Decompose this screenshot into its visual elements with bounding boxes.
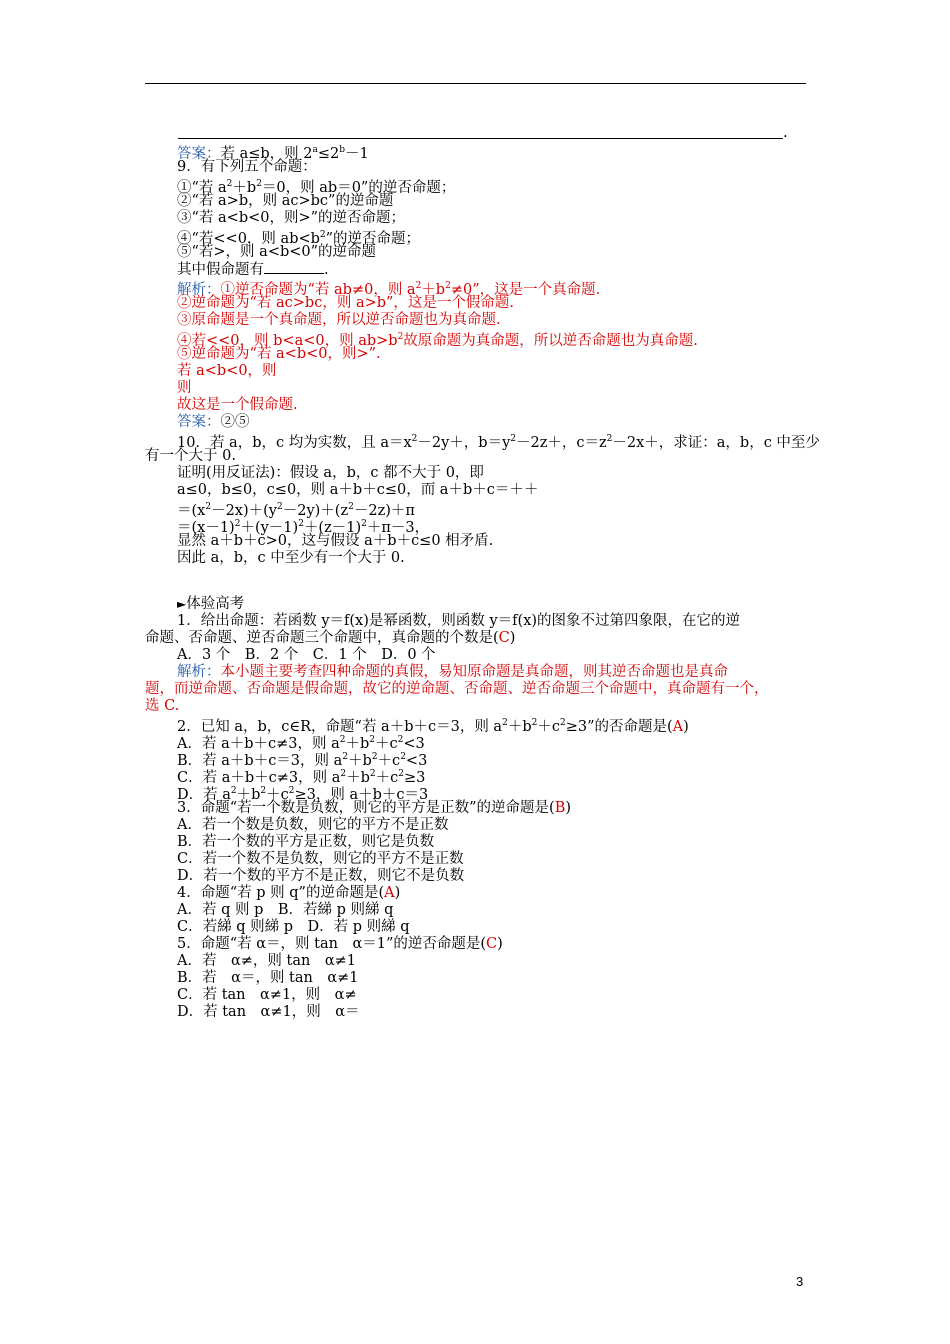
text-line <box>177 550 405 567</box>
text-segment: 体验高考 <box>186 596 245 612</box>
text-segment: 证明(用反证法)：假设 a，b，c 都不大于 0，即 <box>177 465 484 481</box>
text-segment: ①逆否命题为“若 ab≠0，则 a <box>220 281 416 298</box>
text-segment: 2 <box>400 752 406 762</box>
text-segment: ⑤“若>，则 a<b<0”的逆命题 <box>177 244 377 260</box>
text-segment: ≥3，则 a＋b＋c＝3 <box>294 786 429 803</box>
text-segment: C <box>498 630 510 646</box>
text-segment: 答案： <box>177 145 221 162</box>
text-segment: ≥3 <box>404 769 426 786</box>
text-segment: 3．命题“若一个数是负数，则它的平方是正数”的逆命题是( <box>177 800 555 816</box>
text-segment: ＝(x－1) <box>177 519 235 536</box>
text-segment: ②逆命题为“若 ac>bc，则 a>b”，这是一个假命题. <box>177 295 515 311</box>
text-segment: 10．若 a，b，c 均为实数，且 a＝x <box>177 434 412 451</box>
text-segment: 2．已知 a，b，c∈R，命题“若 a＋b＋c＝3，则 a <box>177 718 503 735</box>
text-segment: 题，而逆命题、否命题是假命题，故它的逆命题、否命题、逆否命题三个命题中，真命题有一个， <box>145 681 769 697</box>
text-line <box>177 868 464 885</box>
text-segment: C．若 a＋b＋c≠3，则 a <box>177 769 341 786</box>
text-segment: 2 <box>415 281 422 291</box>
text-segment: 2 <box>502 718 508 728</box>
text-line <box>177 244 376 261</box>
text-segment: ④“若<<0，则 ab<b <box>177 230 320 247</box>
text-line <box>177 261 329 279</box>
text-segment: ③“若 a<b<0，则>”的逆否命题； <box>177 210 406 226</box>
text-segment: 2 <box>342 752 349 762</box>
text-segment: ＋b <box>236 786 261 803</box>
text-segment: 解析： <box>177 281 221 298</box>
text-segment: 2 <box>298 519 304 529</box>
text-segment: 2 <box>277 502 283 512</box>
text-line <box>177 596 244 613</box>
text-segment: －2y)＋(z <box>282 502 349 519</box>
text-segment: ＋b <box>346 769 370 786</box>
text-segment: 2 <box>348 502 354 512</box>
text-segment: ≤2 <box>317 145 340 162</box>
text-segment: 2 <box>411 434 418 444</box>
text-segment: ) <box>565 800 572 816</box>
text-segment: <3 <box>403 735 425 752</box>
text-line <box>177 363 277 380</box>
text-segment: 2 <box>559 718 566 728</box>
text-segment: ＋c <box>537 718 560 735</box>
text-segment: ) <box>497 936 503 952</box>
text-segment: 其中假命题有 <box>177 262 264 278</box>
text-segment: ＋b <box>232 179 257 196</box>
text-segment: ＝(x <box>177 502 206 519</box>
text-line <box>145 448 236 465</box>
text-segment: 4．命题“若 p 则 q”的逆命题是( <box>177 885 385 901</box>
text-segment: －2x)＋(y <box>211 502 277 519</box>
text-line <box>145 630 515 647</box>
text-segment: 2 <box>369 735 376 745</box>
text-segment: 2 <box>510 434 517 444</box>
text-line <box>177 970 359 987</box>
text-segment: ＋b <box>345 735 370 752</box>
text-segment: D．若 tan α≠1，则 α＝ <box>177 1004 360 1020</box>
text-segment: <3 <box>405 752 428 769</box>
text-segment: ＋b <box>348 752 372 769</box>
text-segment: 2 <box>205 502 212 512</box>
text-line <box>177 885 400 902</box>
text-segment: －2z)＋π <box>353 502 415 519</box>
text-segment: 2 <box>397 735 404 745</box>
text-line <box>177 533 493 550</box>
text-line <box>177 1004 360 1021</box>
text-segment: A．若 a＋b＋c≠3，则 a <box>177 735 340 752</box>
text-segment: 2 <box>288 786 295 796</box>
text-segment: ≠0”，这是一个真命题. <box>450 281 601 298</box>
text-line <box>177 834 434 851</box>
text-segment: C．若綈 q 则綈 p D．若 p 则綈 q <box>177 919 410 935</box>
text-segment: 2 <box>256 179 262 189</box>
text-line <box>177 346 381 363</box>
text-line <box>177 414 250 431</box>
text-segment: 有一个大于 0. <box>145 448 236 464</box>
text-segment: 2 <box>230 786 237 796</box>
text-segment: －2x＋，求证：a，b，c 中至少 <box>612 434 820 451</box>
text-segment: 2 <box>260 786 267 796</box>
text-segment: 1．给出命题：若函数 y＝f(x)是幂函数，则函数 y＝f(x)的图象不过第四象限，在它的逆 <box>177 613 741 629</box>
text-line <box>177 851 464 868</box>
text-segment: ＋c <box>375 769 399 786</box>
text-line <box>145 681 769 698</box>
text-line <box>177 465 484 482</box>
text-segment: 2 <box>339 735 346 745</box>
text-segment: ＝0，则 ab＝0”的逆否命题； <box>261 179 456 196</box>
text-segment: a <box>312 145 318 155</box>
text-segment: D．若 a <box>177 786 231 803</box>
answer-end-dot: . <box>783 123 788 141</box>
header-rule <box>145 83 806 84</box>
text-segment: ③原命题是一个真命题，所以逆否命题也为真命题. <box>177 312 501 328</box>
text-segment: 2 <box>398 769 405 779</box>
page-number: 3 <box>796 1274 804 1289</box>
text-segment: ) <box>394 885 401 901</box>
text-line <box>177 647 436 664</box>
answer-blank <box>264 261 324 274</box>
text-line <box>177 817 448 834</box>
text-segment: ＋c <box>375 735 398 752</box>
text-segment: 2 <box>319 230 326 240</box>
text-segment: 9．有下列五个命题： <box>177 159 317 175</box>
text-line <box>177 953 356 970</box>
text-segment: A．若 α≠，则 tan α≠1 <box>177 953 356 969</box>
text-line <box>177 936 503 953</box>
text-segment: B．若一个数的平方是正数，则它是负数 <box>177 834 435 850</box>
answer-underline <box>178 138 783 139</box>
text-segment: A．3 个 B．2 个 C．1 个 D．0 个 <box>177 647 436 663</box>
text-segment: 本小题主要考查四种命题的真假，易知原命题是真命题，则其逆否命题也是真命 <box>220 664 728 680</box>
text-segment: ＋(z－1) <box>303 519 362 536</box>
text-segment: ②“若 a>b，则 ac>bc”的逆命题 <box>177 193 394 209</box>
text-line <box>177 210 405 227</box>
text-segment: 5．命题“若 α＝，则 tan α＝1”的逆否命题是( <box>177 936 487 952</box>
text-segment: ＋b <box>507 718 532 735</box>
text-segment: ④若<<0，则 b<a<0，则 ab>b <box>177 332 398 349</box>
text-segment: 解析： <box>177 664 221 680</box>
text-segment: A．若 q 则 p B．若綈 p 则綈 q <box>177 902 394 918</box>
text-segment: ) <box>509 630 516 646</box>
text-segment: 2 <box>369 769 376 779</box>
text-segment: ②⑤ <box>220 414 250 430</box>
text-segment: 若 a<b<0，则 <box>177 363 277 379</box>
text-segment: 故原命题为真命题，所以逆否命题也为真命题. <box>403 332 698 349</box>
text-segment: A．若一个数是负数，则它的平方不是正数 <box>177 817 449 833</box>
text-segment: －2y＋，b＝y <box>417 434 511 451</box>
text-segment: C．若 tan α≠1，则 α≠ <box>177 987 357 1003</box>
text-segment: 选 C. <box>145 698 180 714</box>
text-line <box>177 397 298 414</box>
text-segment: ＋c <box>377 752 401 769</box>
text-line <box>177 193 393 210</box>
text-segment: . <box>324 262 329 278</box>
text-segment: ＋c <box>266 786 289 803</box>
text-line <box>177 987 357 1004</box>
text-segment: ＋b <box>421 281 446 298</box>
text-segment: ► <box>177 597 187 611</box>
text-line <box>177 919 410 936</box>
text-segment: －1 <box>345 145 369 162</box>
text-line <box>177 159 317 176</box>
text-segment: C．若一个数不是负数，则它的平方不是正数 <box>177 851 464 867</box>
text-segment: ≥3”的否命题是( <box>565 718 673 735</box>
text-segment: 若 a≤b，则 2 <box>220 145 313 162</box>
text-line <box>145 698 179 715</box>
text-segment: B．若 α＝，则 tan α≠1 <box>177 970 359 986</box>
text-segment: A <box>672 718 684 735</box>
text-segment: ) <box>683 718 689 735</box>
text-line <box>145 613 740 630</box>
text-segment: 2 <box>361 519 367 529</box>
text-line <box>177 380 192 397</box>
text-segment: 2 <box>445 281 451 291</box>
text-line <box>177 902 393 919</box>
text-segment: C <box>486 936 498 952</box>
text-line <box>145 664 728 681</box>
text-segment: 2 <box>397 332 404 342</box>
text-segment: 2 <box>531 718 538 728</box>
text-segment: ＋(y－1) <box>240 519 299 536</box>
text-segment: ①“若 a <box>177 179 227 196</box>
text-segment: 显然 a＋b＋c>0，这与假设 a＋b＋c≤0 相矛盾. <box>177 533 494 549</box>
text-segment: 则 <box>177 380 192 396</box>
text-segment: ⑤逆命题为“若 a<b<0，则>”. <box>177 346 381 362</box>
text-segment: D．若一个数的平方不是正数，则它不是负数 <box>177 868 465 884</box>
text-segment: 因此 a，b，c 中至少有一个大于 0. <box>177 550 405 566</box>
text-segment: b <box>339 145 346 155</box>
text-line <box>177 312 501 329</box>
text-segment: B．若 a＋b＋c＝3，则 a <box>177 752 343 769</box>
text-segment: 2 <box>340 769 347 779</box>
text-segment: B <box>554 800 566 816</box>
text-segment: 2 <box>606 434 613 444</box>
text-segment: 故这是一个假命题. <box>177 397 298 413</box>
text-segment: ＋π－3， <box>366 519 430 536</box>
text-segment: ”的逆否命题； <box>325 230 421 247</box>
text-line <box>177 295 514 312</box>
text-line <box>145 431 820 452</box>
text-line <box>177 800 571 817</box>
text-segment: －2z＋，c＝z <box>516 434 607 451</box>
text-line <box>177 482 538 499</box>
text-segment: 2 <box>371 752 378 762</box>
text-segment: 命题、否命题、逆否命题三个命题中，真命题的个数是( <box>145 630 499 646</box>
text-segment: A <box>384 885 395 901</box>
text-segment: 2 <box>234 519 241 529</box>
text-segment: 答案： <box>177 414 221 430</box>
text-segment: 2 <box>226 179 233 189</box>
text-segment: a≤0，b≤0，c≤0，则 a＋b＋c≤0，而 a＋b＋c＝＋＋ <box>177 482 539 498</box>
